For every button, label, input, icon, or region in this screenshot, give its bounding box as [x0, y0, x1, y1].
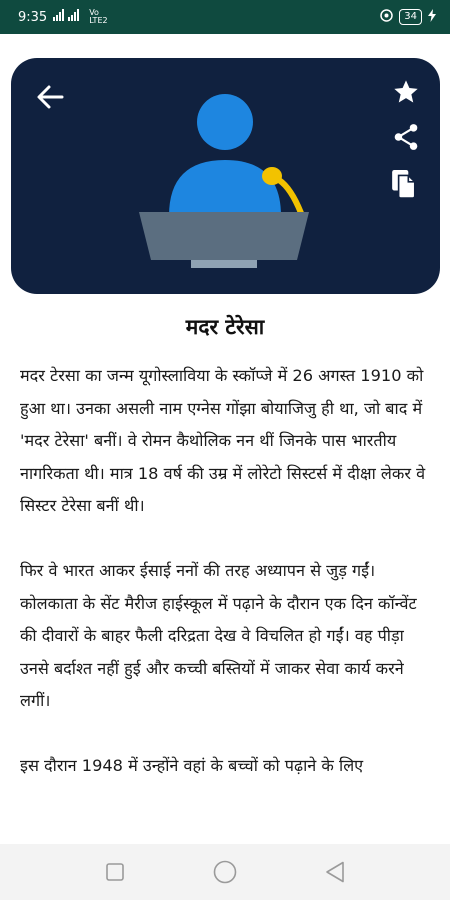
- arrow-left-icon: [35, 83, 65, 111]
- article-paragraph-3: इस दौरान 1948 में उन्होंने वहां के बच्चों को पढ़ाने के लिए: [20, 755, 364, 775]
- share-icon: [393, 123, 419, 151]
- network-top: Vo: [89, 8, 99, 17]
- recents-button[interactable]: [95, 852, 135, 892]
- triangle-back-icon: [325, 861, 345, 883]
- data-saver-icon: [380, 9, 393, 26]
- status-bar: [0, 0, 450, 34]
- square-icon: [106, 863, 124, 881]
- back-button[interactable]: [33, 80, 67, 114]
- article-paragraph-1: मदर टेरसा का जन्म यूगोस्लाविया के स्कॉप्जे में 26 अगस्त 1910 को हुआ था। उनका असली नाम एग्नेस गोंझा बोयाजिजु ही था, जो बाद में 'मदर टेरेसा' बनीं। वे रोमन कैथोलिक नन थीं जिनके पास भारतीय नागरिकता थी। मात्र 18 वर्ष की उम्र में लोरेटो सिस्टर्स में दीक्षा लेकर वे सिस्टर टेरेसा बनीं थी।: [20, 366, 426, 516]
- copy-button[interactable]: [390, 168, 418, 200]
- article-title: मदर टेरेसा: [185, 315, 265, 339]
- circle-icon: [213, 860, 237, 884]
- status-right: [380, 9, 436, 26]
- network-bottom: LTE2: [89, 16, 108, 25]
- nav-back-button[interactable]: [315, 852, 355, 892]
- article-paragraph-2: फिर वे भारत आकर ईसाई ननों की तरह अध्यापन से जुड़ गईं। कोलकाता के सेंट मैरीज हाईस्कूल में पढ़ाने के दौरान एक दिन कॉन्वेंट की दीवारों के बाहर फैली दरिद्रता देख वे विचलित हो गईं। वह पीड़ा उनसे बर्दाश्त नहीं हुई और कच्ची बस्तियों में जाकर सेवा कार्य करने लगीं।: [20, 560, 417, 711]
- status-time: 9:35: [18, 9, 48, 25]
- system-nav-bar: [0, 844, 450, 900]
- home-button[interactable]: [205, 852, 245, 892]
- copy-icon: [392, 170, 416, 198]
- star-icon: [392, 78, 420, 106]
- speaker-illustration: [139, 88, 314, 272]
- network-type: [89, 9, 107, 25]
- status-left: [18, 9, 108, 25]
- signal-icon: [53, 9, 83, 25]
- battery-level: 34: [399, 9, 422, 25]
- hero-banner: [11, 58, 440, 294]
- charging-icon: [428, 9, 436, 26]
- article-body: [20, 360, 434, 815]
- share-button[interactable]: [392, 122, 420, 152]
- favorite-button[interactable]: [390, 76, 422, 108]
